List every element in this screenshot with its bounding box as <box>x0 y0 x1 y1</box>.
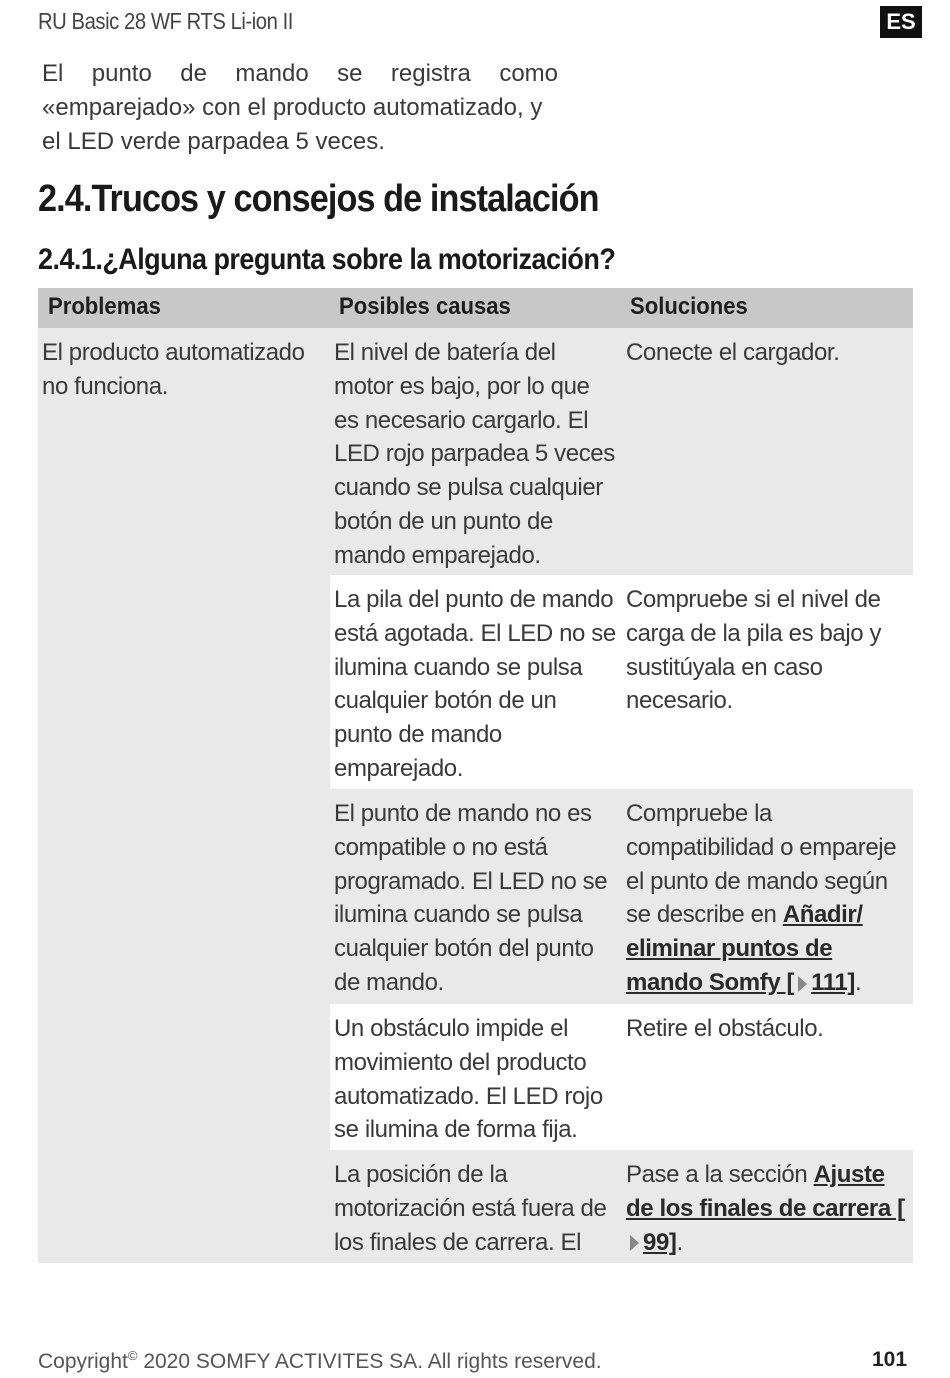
solution-text <box>626 1158 911 1259</box>
solution-pre: Compruebe la compatibilidad o empareje el punto de mando según se describe en <box>626 800 897 929</box>
cause-text: La pila del punto de mando está agotada. El LED no se ilumina cuando se pulsa cualquier botón de un punto de mando emparejado. <box>334 586 616 782</box>
intro-paragraph <box>42 57 558 159</box>
solution-post: . <box>676 1228 683 1256</box>
header-problemas: Problemas <box>48 293 161 320</box>
solution-pre: Pase a la sección <box>626 1161 814 1188</box>
cause-text: El punto de mando no es compatible o no está programado. El LED no se ilumina cuando se pulsa cualquier botón del punto de mando. <box>334 800 608 996</box>
page-ref-triangle-icon <box>630 1235 639 1251</box>
subsection-heading: 2.4.1.¿Alguna pregunta sobre la motorización? <box>38 243 616 276</box>
intro-line-1: El punto de mando se registra como <box>42 60 558 87</box>
problem-cell <box>38 328 330 1263</box>
page-ref-triangle-icon <box>798 976 807 992</box>
cause-text: La posición de la motorización está fuera de los finales de carrera. El <box>334 1161 607 1256</box>
link-page: 111] <box>811 968 855 996</box>
table-row <box>330 328 913 575</box>
document-header-product: RU Basic 28 WF RTS Li-ion II <box>38 8 293 34</box>
link-text: Ajuste de los finales de carrera [ <box>626 1161 905 1222</box>
section-heading: 2.4.Trucos y consejos de instalación <box>38 178 599 220</box>
cause-text: El nivel de batería del motor es bajo, por lo que es necesario cargarlo. El LED rojo parpadea 5 veces cuando se pulsa cualquier botón de un punto de mando emparejado. <box>334 339 615 569</box>
table-row <box>330 1150 913 1263</box>
solution-text <box>626 797 911 1000</box>
copyright-symbol: © <box>127 1348 138 1363</box>
language-badge: ES <box>880 6 922 38</box>
copyright-footer <box>38 1348 602 1374</box>
table-row <box>330 575 913 789</box>
solution-text: Retire el obstáculo. <box>626 1015 824 1042</box>
header-causas: Posibles causas <box>339 293 511 320</box>
intro-rest: «emparejado» con el producto automatizado, y el LED verde parpadea 5 veces. <box>42 94 543 155</box>
link-page: 99] <box>643 1228 677 1256</box>
table-row <box>330 1004 913 1150</box>
copyright-pre: Copyright <box>38 1350 128 1373</box>
problem-text: El producto automatizado no funciona. <box>42 339 305 400</box>
solution-text: Conecte el cargador. <box>626 339 840 366</box>
page-number: 101 <box>872 1348 908 1371</box>
link-text: Añadir/ eliminar puntos de mando Somfy [ <box>626 901 863 996</box>
troubleshooting-table <box>38 288 913 1263</box>
table-row <box>330 789 913 1004</box>
copyright-post: 2020 SOMFY ACTIVITES SA. All rights reserved. <box>137 1350 602 1373</box>
header-soluciones: Soluciones <box>630 293 748 320</box>
solution-post: . <box>854 968 862 996</box>
cause-text: Un obstáculo impide el movimiento del producto automatizado. El LED rojo se ilumina de forma fija. <box>334 1015 603 1144</box>
table-header-row <box>38 288 913 328</box>
solution-text: Compruebe si el nivel de carga de la pila es bajo y sustitúyala en caso necesario. <box>626 586 882 715</box>
